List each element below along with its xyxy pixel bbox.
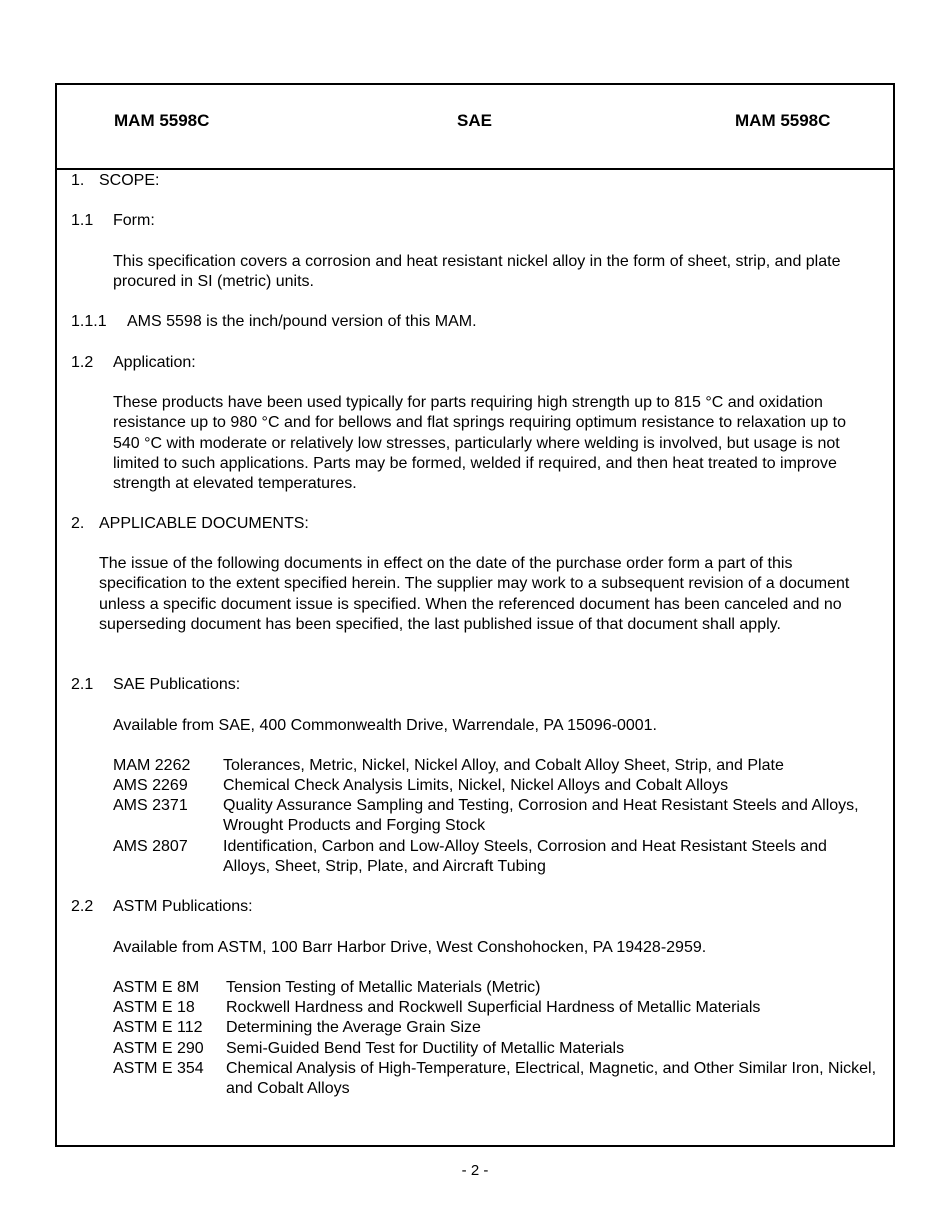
reference-title: Tolerances, Metric, Nickel, Nickel Alloy, and Cobalt Alloy Sheet, Strip, and Plate (223, 757, 784, 774)
reference-title: Semi-Guided Bend Test for Ductility of Metallic Materials (226, 1040, 625, 1057)
section-heading (71, 897, 253, 917)
section-heading (71, 675, 241, 695)
reference-code: MAM 2262 (113, 757, 191, 774)
section-number: 1.1.1 (71, 313, 107, 330)
reference-title: Chemical Analysis of High-Temperature, Electrical, Magnetic, and Other Similar Iron, Nickel, and Cobalt Alloys (226, 1060, 877, 1098)
section-title: Form: (113, 212, 155, 229)
reference-title: Identification, Carbon and Low-Alloy Steels, Corrosion and Heat Resistant Steels and Alloys, Sheet, Strip, Plate, and Aircraft Tubing (223, 838, 827, 876)
reference-title: Determining the Average Grain Size (226, 1019, 481, 1036)
section-number: 1. (71, 172, 85, 189)
paragraph: This specification covers a corrosion and heat resistant nickel alloy in the form of sheet, strip, and plate procured in SI (metric) units. (113, 253, 841, 291)
section-title: SAE Publications: (113, 676, 241, 693)
section-number: 1.1 (71, 212, 94, 229)
section-number: 2.2 (71, 898, 94, 915)
availability-note: Available from ASTM, 100 Barr Harbor Drive, West Conshohocken, PA 19428-2959. (113, 939, 707, 956)
reference-code: ASTM E 354 (113, 1060, 204, 1077)
reference-code: AMS 2269 (113, 777, 188, 794)
reference-code: ASTM E 8M (113, 979, 200, 996)
section-title: SCOPE: (99, 172, 160, 189)
section-title: Application: (113, 354, 196, 371)
section-number: 1.2 (71, 354, 94, 371)
section-title: APPLICABLE DOCUMENTS: (99, 515, 309, 532)
reference-code: AMS 2371 (113, 797, 188, 814)
availability-note: Available from SAE, 400 Commonwealth Drive, Warrendale, PA 15096-0001. (113, 717, 657, 734)
page-number: - 2 - (461, 1162, 489, 1179)
organization-label: SAE (457, 111, 492, 130)
reference-title: Quality Assurance Sampling and Testing, Corrosion and Heat Resistant Steels and Alloys, Wrought Products and Forging Stock (223, 797, 859, 835)
spec-number-left: MAM 5598C (114, 111, 210, 130)
section-heading (71, 514, 309, 534)
paragraph: These products have been used typically for parts requiring high strength up to 815 °C and oxidation resistance up to 980 °C and for bellows and flat springs requiring optimum resistance to relaxation up to 540 °C with moderate or relatively low stresses, particularly where welding is involved, but usage is not limited to such applications. Parts may be formed, welded if required, and then heat treated to improve strength at elevated temperatures. (113, 394, 847, 493)
section-heading (71, 211, 155, 231)
section-heading (71, 353, 196, 373)
page-frame (55, 83, 895, 1147)
reference-code: ASTM E 112 (113, 1019, 203, 1036)
section-text: AMS 5598 is the inch/pound version of this MAM. (127, 313, 477, 330)
section-number: 2.1 (71, 676, 94, 693)
section-title: ASTM Publications: (113, 898, 253, 915)
document-header (57, 85, 893, 170)
reference-code: ASTM E 290 (113, 1040, 204, 1057)
spec-number-right: MAM 5598C (735, 111, 831, 130)
reference-title: Rockwell Hardness and Rockwell Superficial Hardness of Metallic Materials (226, 999, 761, 1016)
paragraph: The issue of the following documents in effect on the date of the purchase order form a part of this specification to the extent specified herein. The supplier may work to a subsequent revision of a document unless a specific document issue is specified. When the referenced document has been canceled and no superseding document has been specified, the last published issue of that document shall apply. (99, 555, 850, 633)
section-heading (71, 171, 160, 191)
reference-title: Tension Testing of Metallic Materials (Metric) (226, 979, 541, 996)
section-number: 2. (71, 515, 85, 532)
reference-code: AMS 2807 (113, 838, 188, 855)
reference-code: ASTM E 18 (113, 999, 195, 1016)
reference-title: Chemical Check Analysis Limits, Nickel, Nickel Alloys and Cobalt Alloys (223, 777, 729, 794)
section-heading (71, 312, 477, 332)
